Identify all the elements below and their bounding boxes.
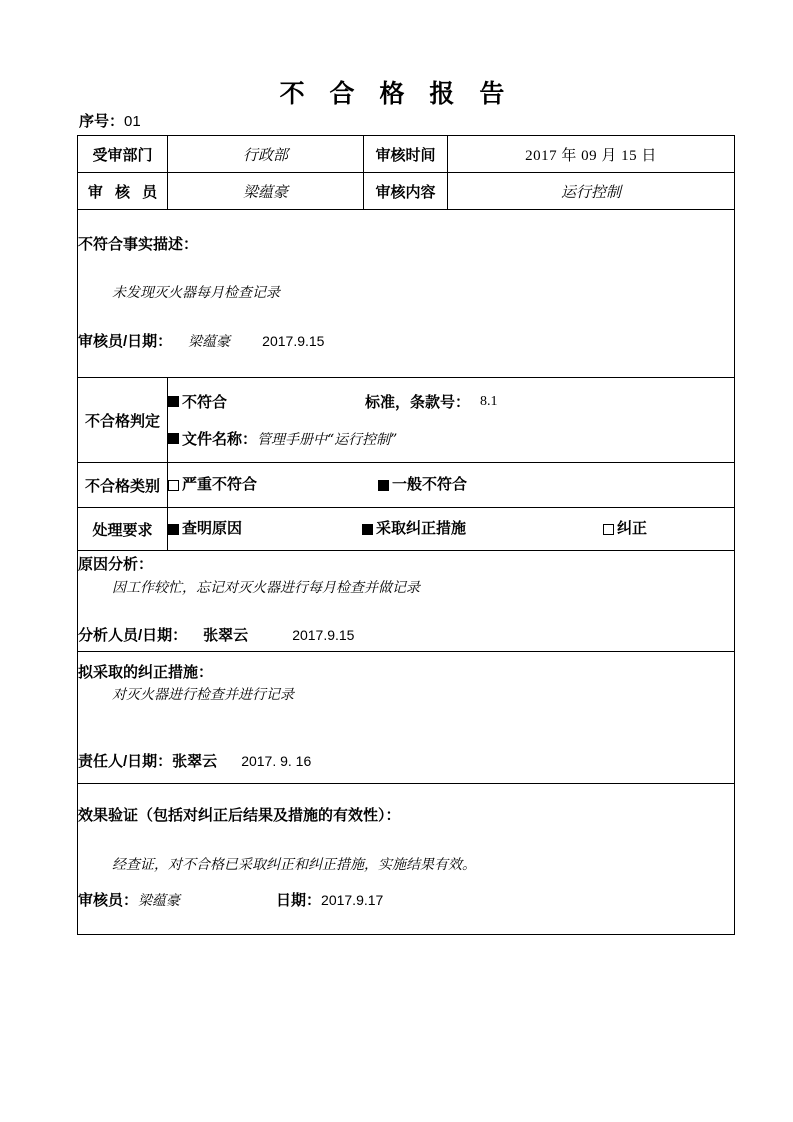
label-option-find-cause: 查明原因 [182,519,243,537]
value-verification-date: 2017.9.17 [321,892,384,909]
serial-label: 序号： [79,113,125,130]
cell-corrective-action [78,652,735,784]
checkbox-filled-icon[interactable] [168,396,179,407]
heading-corrective-action: 拟采取的纠正措施： [78,663,214,681]
label-audit-content: 审核内容 [364,173,448,210]
handling-options-row [168,515,734,544]
checkbox-option-major[interactable] [168,471,257,500]
cell-judgement-options [168,378,735,463]
table-row-corrective-action [78,652,735,784]
value-verification-auditor: 梁蕴豪 [138,893,181,910]
signature-verification [78,890,734,913]
table-row-cause-analysis [78,551,735,652]
text-cause-analysis: 因工作较忙，忘记对灭火器进行每月检查并做记录 [112,579,420,596]
table-row-handling [78,508,735,551]
text-verification: 经查证，对不合格已采取纠正和纠正措施，实施结果有效。 [112,856,476,873]
value-auditor-date: 2017.9.15 [262,332,325,349]
cell-cause-analysis [78,551,735,652]
label-document-name: 文件名称： [182,431,258,448]
page-title: 不 合 格 报 告 [279,80,514,108]
value-analyst-name: 张翠云 [203,627,249,645]
label-standard-clause: 标准，条款号： [365,394,471,411]
checkbox-filled-icon[interactable] [362,524,373,535]
label-auditor-date: 审核员/日期： [78,332,173,350]
label-category: 不合格类别 [78,463,168,508]
table-row-category [78,463,735,508]
heading-verification: 效果验证（包括对纠正后结果及措施的有效性）： [78,807,401,825]
cell-handling-options [168,508,735,551]
table-row-auditor [78,173,735,210]
table-row-judgement [78,378,735,463]
label-option-nonconform: 不符合 [182,394,228,411]
label-option-corrective-action: 采取纠正措施 [376,519,467,537]
value-responsible-name: 张翠云 [172,752,218,770]
judgement-line-document [168,428,734,449]
value-standard-clause: 8.1 [480,393,498,409]
label-option-correction: 纠正 [617,519,648,537]
text-nonconformity-description: 未发现灭火器每月检查记录 [112,285,280,302]
cell-verification [78,784,735,935]
label-analyst-date: 分析人员/日期： [78,627,188,645]
label-verification-date: 日期： [276,892,322,910]
heading-nonconformity-description: 不符合事实描述： [78,235,199,253]
table-row-verification [78,784,735,935]
value-auditor: 梁蕴豪 [168,173,364,210]
checkbox-option-document-name[interactable] [168,428,257,449]
label-option-minor: 一般不符合 [392,475,468,493]
value-audit-time: 2017 年 09 月 15 日 [448,136,735,173]
value-document-name: 管理手册中“运行控制” [257,431,398,448]
cell-category-options [168,463,735,508]
table-row-description [78,210,735,378]
value-analyst-date: 2017.9.15 [292,627,355,644]
label-responsible-date: 责任人/日期： [78,752,173,770]
label-judgement: 不合格判定 [78,378,168,463]
table-row-department [78,136,735,173]
signature-corrective-action [78,751,734,774]
category-options-row [168,471,734,500]
heading-cause-analysis: 原因分析： [78,556,154,574]
judgement-line-nonconform [168,391,734,412]
cell-nonconformity-description [78,210,735,378]
value-audit-content: 运行控制 [448,173,735,210]
checkbox-option-nonconform[interactable] [168,391,227,412]
label-option-major: 严重不符合 [182,475,258,493]
label-auditor: 审 核 员 [78,173,168,210]
signature-cause-analysis [78,625,734,648]
label-audit-time: 审核时间 [364,136,448,173]
label-verification-auditor: 审核员： [78,892,139,910]
checkbox-filled-icon[interactable] [378,480,389,491]
checkbox-filled-icon[interactable] [168,524,179,535]
checkbox-empty-icon[interactable] [168,480,179,491]
nonconformity-report-table [77,135,735,935]
checkbox-option-correction[interactable] [603,515,647,544]
signature-description [78,331,734,354]
label-department: 受审部门 [78,136,168,173]
label-handling: 处理要求 [78,508,168,551]
value-responsible-date: 2017. 9. 16 [241,752,312,769]
checkbox-option-corrective-action[interactable] [362,515,466,544]
checkbox-option-minor[interactable] [378,471,467,500]
text-corrective-action: 对灭火器进行检查并进行记录 [112,687,294,704]
value-auditor-name: 梁蕴豪 [188,333,231,350]
serial-value: 01 [124,113,141,130]
serial-number [79,110,141,131]
value-department: 行政部 [168,136,364,173]
checkbox-empty-icon[interactable] [603,524,614,535]
checkbox-option-find-cause[interactable] [168,515,242,544]
checkbox-filled-icon[interactable] [168,433,179,444]
